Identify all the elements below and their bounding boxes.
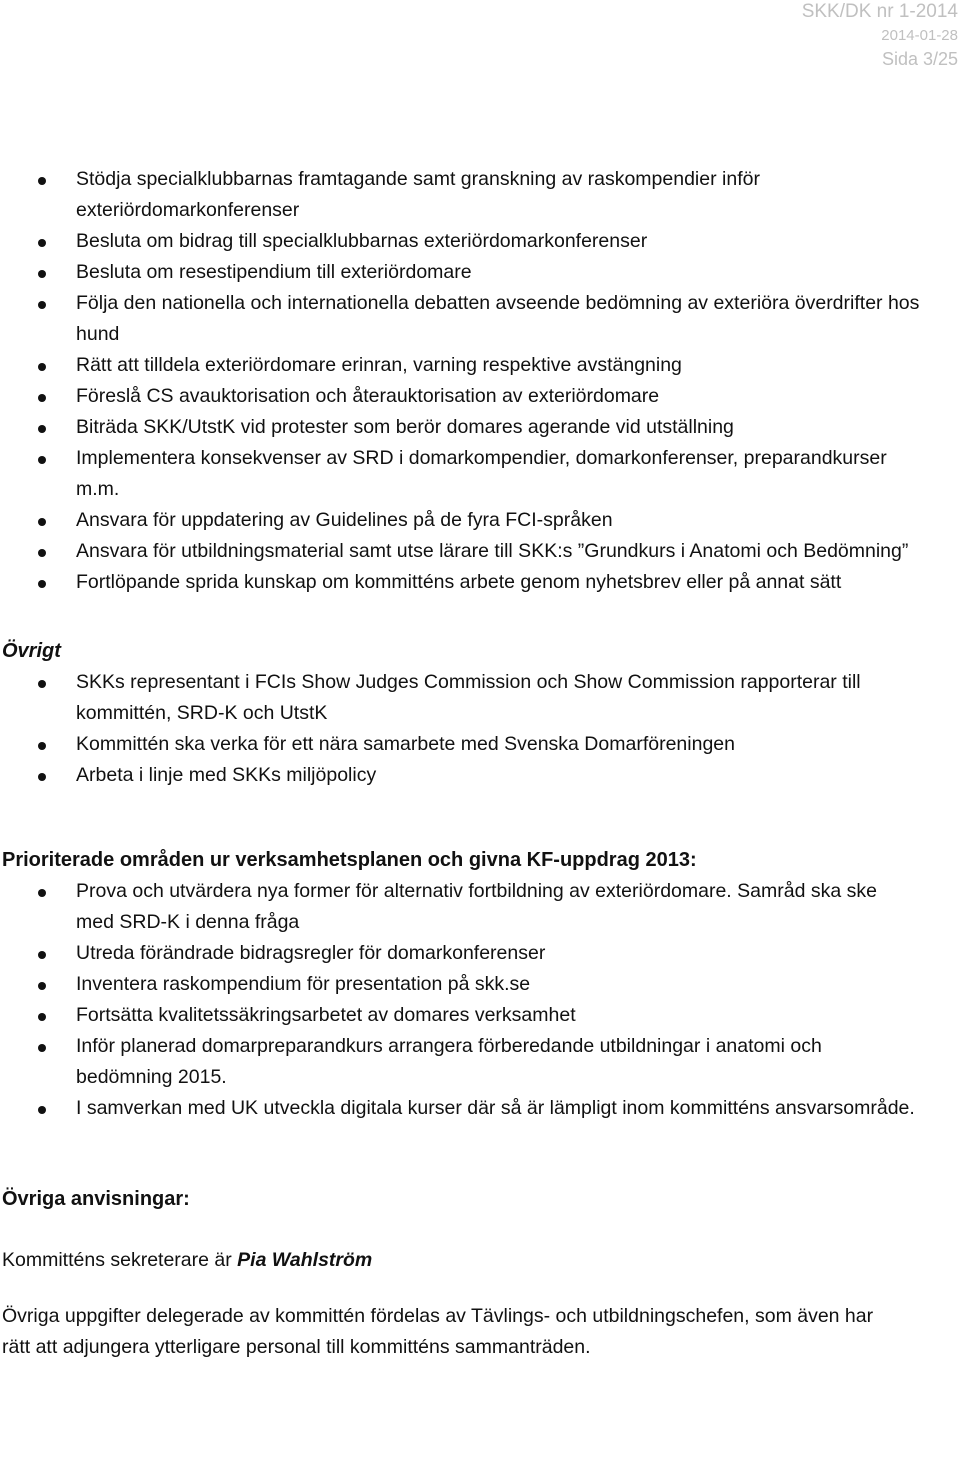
list-item: Stödja specialklubbarnas framtagande samt granskning av raskompendier inför exteriördomarkonferenser	[0, 164, 940, 226]
list-item: Besluta om resestipendium till exteriördomare	[0, 257, 940, 288]
bullet-icon	[38, 239, 46, 247]
ovrigt-list	[0, 667, 940, 791]
ovrigt-heading: Övrigt	[2, 640, 61, 662]
other-tasks-paragraph: Övriga uppgifter delegerade av kommittén fördelas av Tävlings- och utbildningschefen, som även har rätt att adjungera ytterligare personal till kommitténs sammanträden.	[2, 1305, 874, 1358]
list-item: I samverkan med UK utveckla digitala kurser där så är lämpligt inom kommitténs ansvarsområde.	[0, 1093, 940, 1124]
bullet-icon	[38, 270, 46, 278]
bullet-icon	[38, 1013, 46, 1021]
bullet-icon	[38, 456, 46, 464]
bullet-icon	[38, 580, 46, 588]
list-item: Implementera konsekvenser av SRD i domarkompendier, domarkonferenser, preparandkurser m.m.	[0, 443, 940, 505]
bullet-icon	[38, 680, 46, 688]
tasks-list	[0, 164, 940, 598]
list-item: Arbeta i linje med SKKs miljöpolicy	[0, 760, 940, 791]
document-id: SKK/DK nr 1-2014	[801, 1, 958, 22]
list-item: Kommittén ska verka för ett nära samarbete med Svenska Domarföreningen	[0, 729, 940, 760]
list-item: Föreslå CS avauktorisation och återauktorisation av exteriördomare	[0, 381, 940, 412]
list-item: Rätt att tilldela exteriördomare erinran, varning respektive avstängning	[0, 350, 940, 381]
list-item: Fortsätta kvalitetssäkringsarbetet av domares verksamhet	[0, 1000, 940, 1031]
list-item: Ansvara för uppdatering av Guidelines på de fyra FCI-språken	[0, 505, 940, 536]
anvisningar-heading: Övriga anvisningar:	[2, 1188, 190, 1210]
bullet-icon	[38, 177, 46, 185]
bullet-icon	[38, 518, 46, 526]
document-body	[0, 164, 940, 1363]
bullet-icon	[38, 889, 46, 897]
bullet-icon	[38, 363, 46, 371]
bullet-icon	[38, 301, 46, 309]
bullet-icon	[38, 742, 46, 750]
bullet-icon	[38, 394, 46, 402]
list-item: Inventera raskompendium för presentation på skk.se	[0, 969, 940, 1000]
list-item: Besluta om bidrag till specialklubbarnas exteriördomarkonferenser	[0, 226, 940, 257]
prioriterade-list	[0, 876, 940, 1124]
list-item: Prova och utvärdera nya former för alternativ fortbildning av exteriördomare. Samråd ska ske med SRD-K i denna fråga	[0, 876, 940, 938]
list-item: SKKs representant i FCIs Show Judges Commission och Show Commission rapporterar till kommittén, SRD-K och UtstK	[0, 667, 940, 729]
list-item: Inför planerad domarpreparandkurs arrangera förberedande utbildningar i anatomi och bedömning 2015.	[0, 1031, 940, 1093]
prioriterade-heading: Prioriterade områden ur verksamhetsplanen och givna KF-uppdrag 2013:	[2, 849, 697, 871]
secretary-name: Pia Wahlström	[237, 1249, 373, 1271]
list-item: Utreda förändrade bidragsregler för domarkonferenser	[0, 938, 940, 969]
bullet-icon	[38, 1106, 46, 1114]
bullet-icon	[38, 951, 46, 959]
list-item: Ansvara för utbildningsmaterial samt utse lärare till SKK:s ”Grundkurs i Anatomi och Bedömning”	[0, 536, 940, 567]
bullet-icon	[38, 773, 46, 781]
page-number: Sida 3/25	[881, 49, 958, 69]
list-item: Biträda SKK/UtstK vid protester som berör domares agerande vid utställning	[0, 412, 940, 443]
bullet-icon	[38, 549, 46, 557]
bullet-icon	[38, 1044, 46, 1052]
bullet-icon	[38, 982, 46, 990]
secretary-paragraph: Kommitténs sekreterare är Pia Wahlström	[2, 1249, 373, 1271]
page-header	[658, 0, 958, 70]
list-item: Fortlöpande sprida kunskap om kommitténs arbete genom nyhetsbrev eller på annat sätt	[0, 567, 940, 598]
bullet-icon	[38, 425, 46, 433]
document-date: 2014-01-28	[881, 27, 958, 44]
list-item: Följa den nationella och internationella debatten avseende bedömning av exteriöra överdrifter hos hund	[0, 288, 940, 350]
